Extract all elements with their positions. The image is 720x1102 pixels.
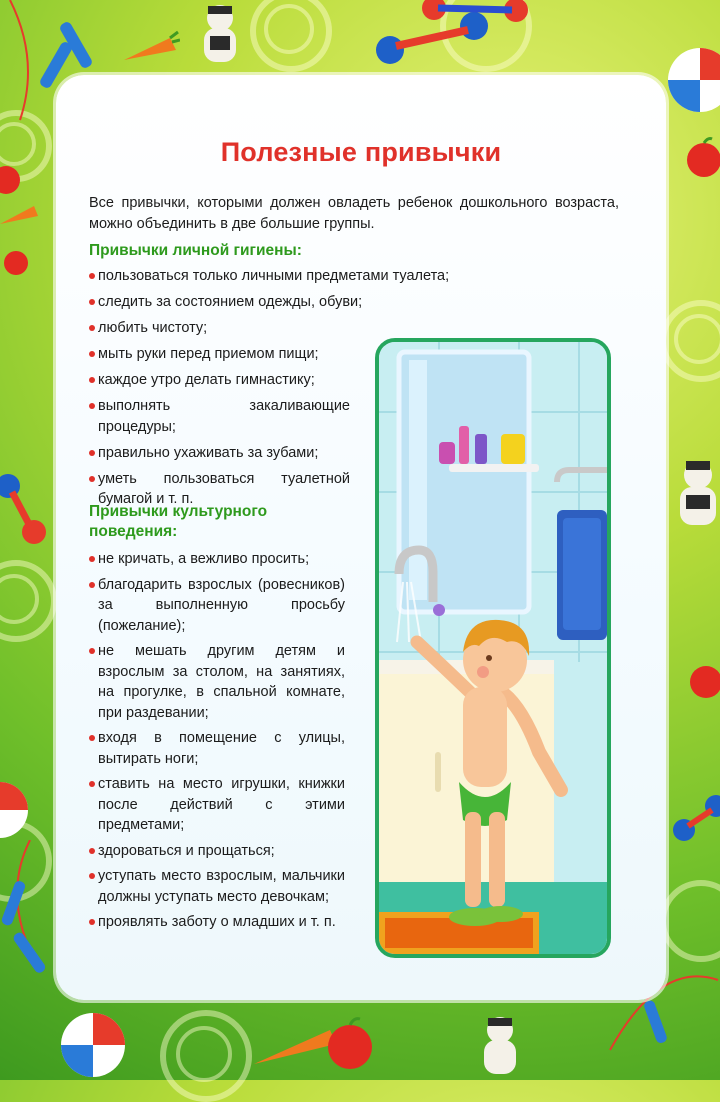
apple-icon [322,1015,378,1071]
list-item: здороваться и прощаться; [89,841,345,862]
list-item: любить чистоту; [89,318,619,339]
page-title: Полезные привычки [220,137,502,167]
list-item: входя в помещение с улицы, вытирать ноги; [89,728,345,769]
behavior-habits-list [89,549,345,933]
list-item: уметь пользоваться туалетной бумагой и т. п. [89,469,350,510]
intro-paragraph: Все привычки, которыми должен овладеть ребенок дошкольного возраста, можно объединить в две большие группы. [89,195,619,232]
list-item: не мешать другим детям и взрослым за столом, на занятиях, на прогулке, в спальной комнате, при раздевании; [89,641,345,723]
list-item: не кричать, а вежливо просить; [89,549,345,570]
list-item: благодарить взрослых (ровесников) за выполненную просьбу (пожелание); [89,575,345,637]
dumbbell-icon [0,470,54,550]
list-item: следить за состоянием одежды, обуви; [89,292,619,313]
list-item: выполнять закаливающие процедуры; [89,396,350,437]
dumbbell-icon [420,0,530,36]
section-heading-hygiene: Привычки личной гигиены: [89,242,302,259]
teddy-bear-icon [668,455,720,535]
list-item: ставить на место игрушки, книжки после действий с этими предметами; [89,774,345,836]
carrot-icon [0,200,40,230]
list-item: мыть руки перед приемом пищи; [89,344,619,365]
bathroom-illustration [375,338,611,958]
ball-icon [665,45,720,115]
jump-rope-icon [0,840,60,980]
list-item: каждое утро делать гимнастику; [89,370,350,391]
list-item: проявлять заботу о младших и т. п. [89,912,345,933]
teddy-bear-icon [470,1010,530,1080]
list-item: правильно ухаживать за зубами; [89,443,350,464]
ball-icon [0,780,30,840]
apple-icon [682,135,720,179]
section-heading-behavior: Привычки культурного поведения: [89,503,268,540]
dumbbell-icon [670,790,720,860]
carrot-icon [120,30,180,70]
child-washing-hands-image [379,342,607,954]
list-item: пользоваться только личными предметами туалета; [89,266,619,287]
list-item: уступать место взрослым, мальчики должны уступать место девочкам; [89,866,345,907]
ball-icon [58,1010,128,1080]
apple-icon [2,245,32,277]
teddy-bear-icon [190,0,250,70]
apple-icon [0,160,24,196]
apple-icon [684,660,720,700]
